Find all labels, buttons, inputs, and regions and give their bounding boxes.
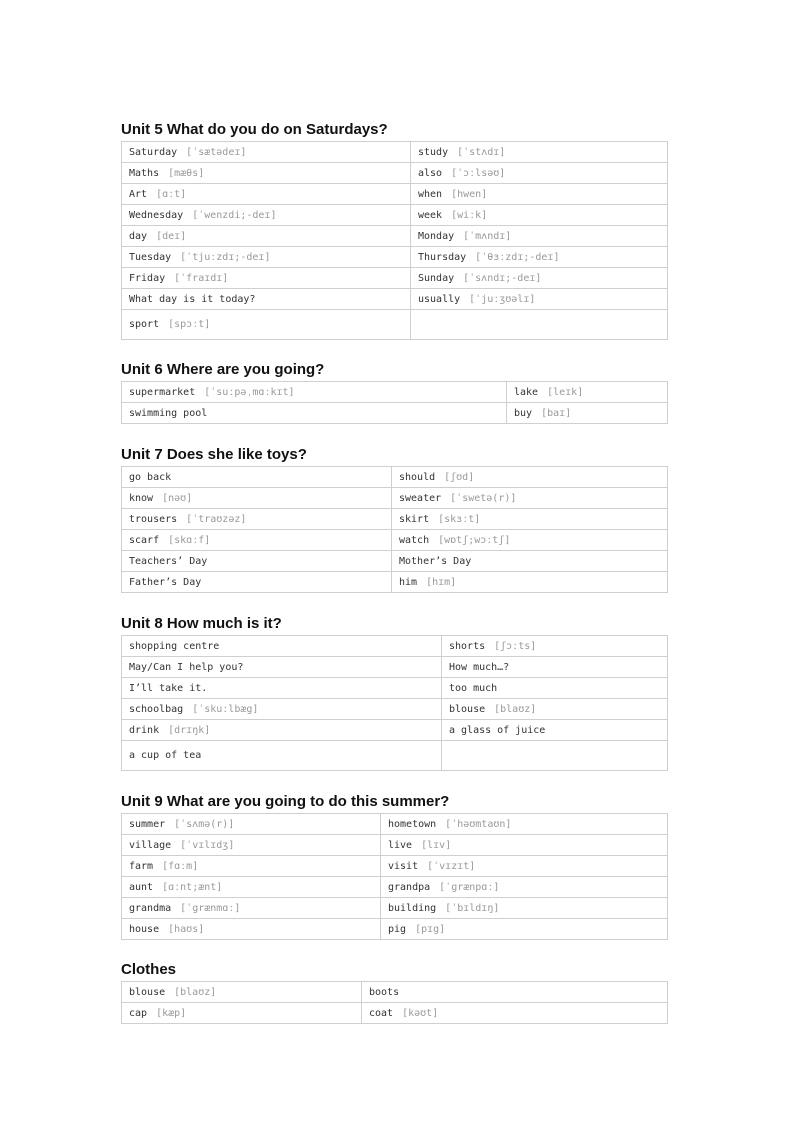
phonetic-transcription: [ˈbɪldɪŋ] — [445, 902, 500, 914]
table-row — [122, 247, 668, 268]
phonetic-transcription: [baɪ] — [541, 407, 572, 419]
vocab-cell — [122, 898, 381, 919]
vocab-cell — [381, 835, 668, 856]
vocab-word: Sunday — [418, 272, 455, 284]
vocab-word: buy — [514, 407, 533, 419]
vocab-word: How much…? — [449, 661, 510, 673]
phonetic-transcription: [ˈmʌndɪ] — [463, 230, 512, 242]
vocab-cell — [411, 289, 668, 310]
vocab-word: Thursday — [418, 251, 467, 263]
vocab-cell — [122, 572, 392, 593]
phonetic-transcription: [wɒtʃ;wɔːtʃ] — [438, 534, 511, 546]
vocab-word: a glass of juice — [449, 724, 546, 736]
table-row — [122, 403, 668, 424]
vocab-word: week — [418, 209, 443, 221]
vocab-cell — [381, 814, 668, 835]
unit-title: Unit 8 How much is it? — [121, 615, 282, 632]
vocab-cell — [122, 636, 442, 657]
table-row — [122, 530, 668, 551]
phonetic-transcription: [ˈsætədeɪ] — [186, 146, 247, 158]
vocab-cell — [122, 310, 411, 340]
vocab-cell — [122, 382, 507, 403]
phonetic-transcription: [ˈstʌdɪ] — [457, 146, 506, 158]
vocab-cell — [122, 226, 411, 247]
vocab-cell — [122, 509, 392, 530]
vocab-cell — [442, 741, 668, 771]
vocab-cell — [411, 184, 668, 205]
vocab-cell — [122, 488, 392, 509]
phonetic-transcription: [nəʊ] — [162, 492, 193, 504]
table-row — [122, 720, 668, 741]
phonetic-transcription: [ˈfraɪdɪ] — [174, 272, 229, 284]
table-row — [122, 163, 668, 184]
vocab-word: coat — [369, 1007, 394, 1019]
vocab-cell — [411, 268, 668, 289]
table-row — [122, 268, 668, 289]
vocab-word: scarf — [129, 534, 160, 546]
unit-title: Unit 7 Does she like toys? — [121, 446, 307, 463]
vocab-word: pig — [388, 923, 407, 935]
vocab-cell — [411, 310, 668, 340]
table-row — [122, 1003, 668, 1024]
phonetic-transcription: [ɑːnt;ænt] — [162, 881, 223, 893]
vocab-word: too much — [449, 682, 498, 694]
table-row — [122, 741, 668, 771]
vocab-cell — [122, 142, 411, 163]
vocab-cell — [122, 289, 411, 310]
vocab-word: blouse — [449, 703, 486, 715]
phonetic-transcription: [ʃɔːts] — [494, 640, 537, 652]
phonetic-transcription: [ɑːt] — [156, 188, 187, 200]
vocab-word: Wednesday — [129, 209, 184, 221]
vocab-cell — [392, 488, 668, 509]
vocab-word: What day is it today? — [129, 293, 256, 305]
vocab-word: live — [388, 839, 413, 851]
vocab-word: skirt — [399, 513, 430, 525]
vocab-word: schoolbag — [129, 703, 184, 715]
vocab-cell — [411, 205, 668, 226]
phonetic-transcription: [ˈvɪlɪdʒ] — [180, 839, 235, 851]
table-row — [122, 509, 668, 530]
vocab-word: aunt — [129, 881, 154, 893]
phonetic-transcription: [ˈjuːʒʊəlɪ] — [469, 293, 536, 305]
vocab-cell — [122, 657, 442, 678]
vocab-word: May/Can I help you? — [129, 661, 244, 673]
unit-6-section — [121, 361, 667, 424]
table-row — [122, 382, 668, 403]
phonetic-transcription: [ˈtraʊzəz] — [186, 513, 247, 525]
phonetic-transcription: [hwen] — [451, 188, 488, 200]
vocab-cell — [411, 163, 668, 184]
vocab-cell — [122, 699, 442, 720]
vocab-word: Tuesday — [129, 251, 172, 263]
vocab-word: Art — [129, 188, 148, 200]
unit-title: Clothes — [121, 961, 177, 978]
table-row — [122, 835, 668, 856]
vocab-cell — [411, 247, 668, 268]
vocab-word: sweater — [399, 492, 442, 504]
phonetic-transcription: [pɪg] — [415, 923, 446, 935]
vocab-cell — [442, 720, 668, 741]
vocab-word: house — [129, 923, 160, 935]
table-row — [122, 856, 668, 877]
table-row — [122, 636, 668, 657]
phonetic-transcription: [ˈsʌndɪ;-deɪ] — [463, 272, 542, 284]
vocab-cell — [122, 814, 381, 835]
unit-5-section — [121, 121, 667, 340]
unit-8-section — [121, 615, 667, 771]
vocab-cell — [122, 467, 392, 488]
table-row — [122, 310, 668, 340]
vocab-cell — [442, 699, 668, 720]
phonetic-transcription: [ˈgrænpɑː] — [439, 881, 500, 893]
vocab-cell — [362, 982, 668, 1003]
phonetic-transcription: [spɔːt] — [168, 319, 211, 330]
phonetic-transcription: [ʃʊd] — [444, 471, 475, 483]
vocab-cell — [392, 509, 668, 530]
phonetic-transcription: [ˈgrænmɑː] — [180, 902, 241, 914]
vocab-word: watch — [399, 534, 430, 546]
vocab-table — [121, 381, 668, 424]
vocab-cell — [122, 835, 381, 856]
table-row — [122, 488, 668, 509]
vocab-cell — [122, 184, 411, 205]
vocab-cell — [442, 657, 668, 678]
vocab-word: grandpa — [388, 881, 431, 893]
phonetic-transcription: [blaʊz] — [494, 703, 537, 715]
phonetic-transcription: [ˈsʌmə(r)] — [174, 818, 235, 830]
vocab-word: trousers — [129, 513, 178, 525]
vocab-cell — [442, 678, 668, 699]
unit-9-section — [121, 793, 667, 940]
vocab-word: Friday — [129, 272, 166, 284]
phonetic-transcription: [haʊs] — [168, 923, 205, 935]
phonetic-transcription: [kəʊt] — [402, 1007, 439, 1019]
phonetic-transcription: [drɪŋk] — [168, 724, 211, 736]
phonetic-transcription: [ˈsuːpəˌmɑːkɪt] — [204, 386, 295, 398]
vocab-word: should — [399, 471, 436, 483]
table-row — [122, 289, 668, 310]
vocab-table — [121, 813, 668, 940]
vocab-cell — [381, 898, 668, 919]
vocab-word: supermarket — [129, 386, 196, 398]
vocab-word: study — [418, 146, 449, 158]
vocab-cell — [122, 403, 507, 424]
unit-title: Unit 6 Where are you going? — [121, 361, 325, 378]
vocab-word: when — [418, 188, 443, 200]
table-row — [122, 657, 668, 678]
table-row — [122, 877, 668, 898]
vocab-word: day — [129, 230, 148, 242]
vocab-cell — [381, 856, 668, 877]
table-row — [122, 982, 668, 1003]
vocab-cell — [381, 919, 668, 940]
vocab-cell — [122, 919, 381, 940]
vocab-word: Father’s Day — [129, 576, 202, 588]
vocab-cell — [392, 467, 668, 488]
vocab-word: Teachers’ Day — [129, 555, 208, 567]
vocab-word: Maths — [129, 167, 160, 179]
vocab-word: farm — [129, 860, 154, 872]
unit-title: Unit 9 What are you going to do this summer? — [121, 793, 450, 810]
table-row — [122, 572, 668, 593]
table-row — [122, 184, 668, 205]
vocab-word: swimming pool — [129, 407, 208, 419]
phonetic-transcription: [mæθs] — [168, 167, 205, 179]
vocab-cell — [507, 403, 668, 424]
vocab-cell — [392, 572, 668, 593]
vocab-word: blouse — [129, 986, 166, 998]
vocab-cell — [122, 205, 411, 226]
vocab-cell — [122, 678, 442, 699]
phonetic-transcription: [hɪm] — [426, 576, 457, 588]
phonetic-transcription: [fɑːm] — [162, 860, 199, 872]
vocab-word: shopping centre — [129, 640, 220, 652]
table-row — [122, 551, 668, 572]
vocab-cell — [122, 741, 442, 771]
vocab-cell — [381, 877, 668, 898]
vocab-word: I’ll take it. — [129, 682, 208, 694]
vocab-cell — [411, 142, 668, 163]
vocab-word: usually — [418, 293, 461, 305]
table-row — [122, 898, 668, 919]
phonetic-transcription: [ˈɔːlsəʊ] — [451, 167, 506, 179]
phonetic-transcription: [skɑːf] — [168, 534, 211, 546]
table-row — [122, 205, 668, 226]
vocab-word: a cup of tea — [129, 750, 202, 761]
vocab-cell — [122, 530, 392, 551]
table-row — [122, 814, 668, 835]
vocab-cell — [122, 163, 411, 184]
vocab-cell — [122, 247, 411, 268]
clothes-section — [121, 961, 667, 1024]
vocab-word: also — [418, 167, 443, 179]
vocab-cell — [122, 720, 442, 741]
phonetic-transcription: [deɪ] — [156, 230, 187, 242]
vocab-cell — [122, 982, 362, 1003]
vocab-table — [121, 466, 668, 593]
vocab-table — [121, 635, 668, 771]
vocab-cell — [362, 1003, 668, 1024]
phonetic-transcription: [ˈtjuːzdɪ;-deɪ] — [180, 251, 271, 263]
vocab-cell — [442, 636, 668, 657]
phonetic-transcription: [ˈswetə(r)] — [450, 492, 517, 504]
vocab-word: grandma — [129, 902, 172, 914]
vocab-word: boots — [369, 986, 400, 998]
vocab-word: Saturday — [129, 146, 178, 158]
phonetic-transcription: [wiːk] — [451, 209, 488, 221]
vocab-cell — [122, 1003, 362, 1024]
vocab-word: Monday — [418, 230, 455, 242]
vocab-word: shorts — [449, 640, 486, 652]
vocab-cell — [122, 856, 381, 877]
vocab-cell — [122, 877, 381, 898]
unit-title: Unit 5 What do you do on Saturdays? — [121, 121, 388, 138]
vocab-word: go back — [129, 471, 172, 483]
vocab-cell — [411, 226, 668, 247]
vocab-word: sport — [129, 319, 160, 330]
phonetic-transcription: [leɪk] — [547, 386, 584, 398]
vocab-cell — [122, 551, 392, 572]
vocab-cell — [122, 268, 411, 289]
vocab-table — [121, 141, 668, 340]
vocab-word: summer — [129, 818, 166, 830]
table-row — [122, 919, 668, 940]
vocab-cell — [392, 551, 668, 572]
table-row — [122, 226, 668, 247]
phonetic-transcription: [ˈwenzdi;-deɪ] — [192, 209, 277, 221]
vocab-word: know — [129, 492, 154, 504]
vocab-word: visit — [388, 860, 419, 872]
table-row — [122, 699, 668, 720]
vocab-word: village — [129, 839, 172, 851]
phonetic-transcription: [ˈskuːlbæg] — [192, 703, 259, 715]
phonetic-transcription: [blaʊz] — [174, 986, 217, 998]
vocab-word: cap — [129, 1007, 148, 1019]
vocab-word: Mother’s Day — [399, 555, 472, 567]
vocab-table — [121, 981, 668, 1024]
vocab-cell — [507, 382, 668, 403]
vocab-word: drink — [129, 724, 160, 736]
phonetic-transcription: [lɪv] — [421, 839, 452, 851]
phonetic-transcription: [skɜːt] — [438, 513, 481, 525]
vocab-word: lake — [514, 386, 539, 398]
table-row — [122, 142, 668, 163]
vocab-cell — [392, 530, 668, 551]
phonetic-transcription: [kæp] — [156, 1007, 187, 1019]
phonetic-transcription: [ˈhəʊmtaʊn] — [445, 818, 512, 830]
table-row — [122, 678, 668, 699]
vocab-word: hometown — [388, 818, 437, 830]
vocab-word: building — [388, 902, 437, 914]
unit-7-section — [121, 446, 667, 593]
phonetic-transcription: [ˈvɪzɪt] — [427, 860, 476, 872]
phonetic-transcription: [ˈθɜːzdɪ;-deɪ] — [475, 251, 560, 263]
table-row — [122, 467, 668, 488]
vocab-word: him — [399, 576, 418, 588]
